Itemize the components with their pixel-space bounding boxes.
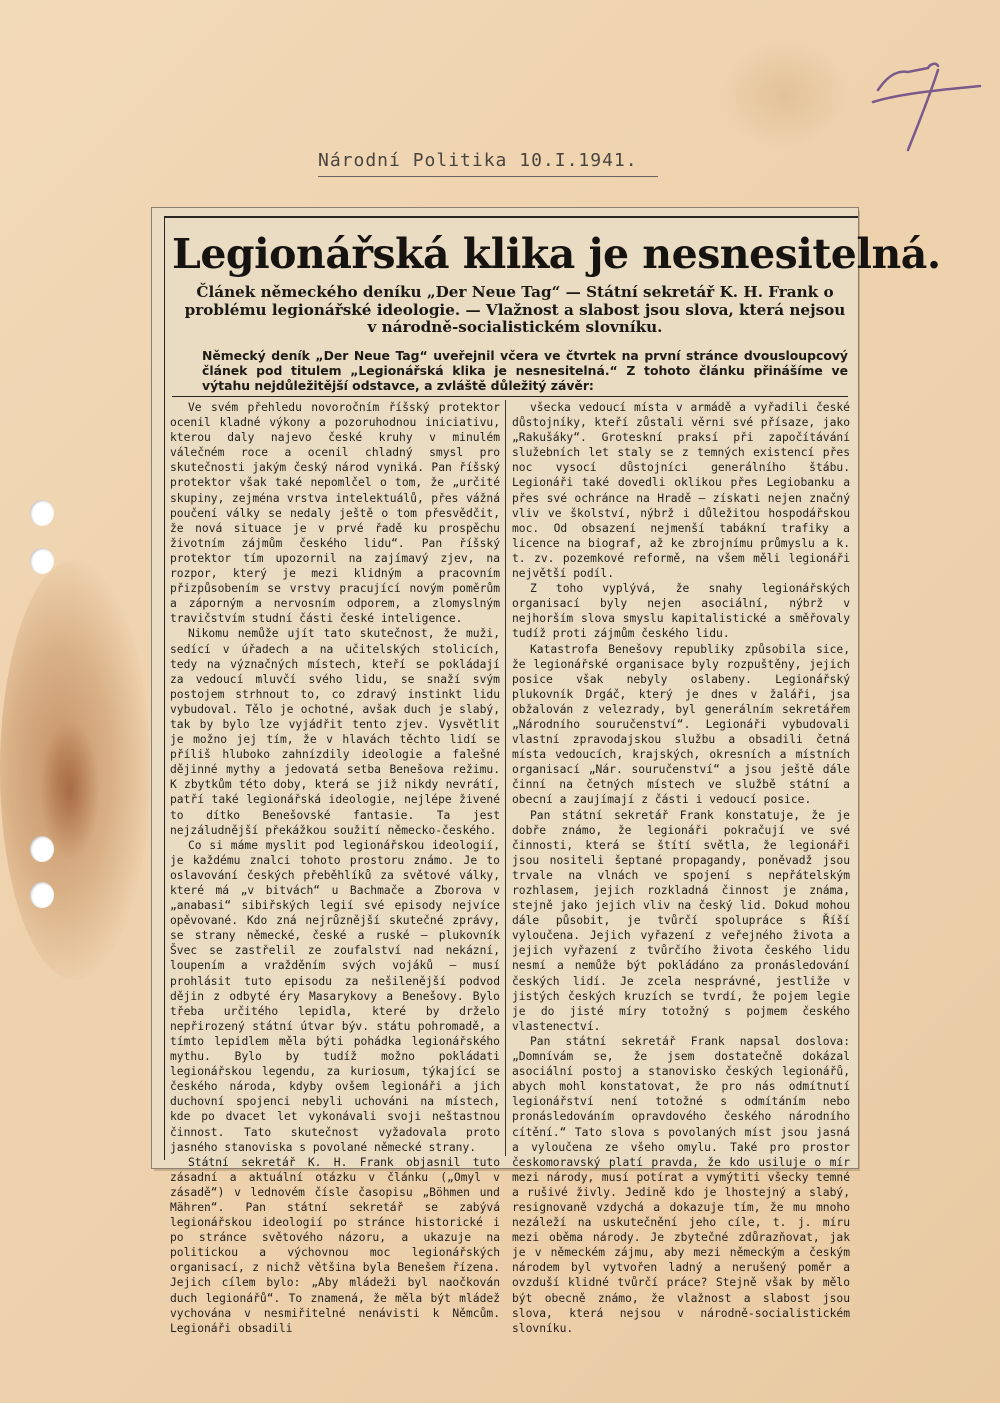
article-lead: Německý deník „Der Neue Tag“ uveřejnil včera ve čtvrtek na první stránce dvousloupcový článek pod titulem „Legionářská klika je nesnesitelná.“ Z tohoto článku přinášíme ve výtahu nejdůležitější odstavce, a zvláště důležitý závěr:	[202, 348, 848, 393]
paragraph: Ve svém přehledu novoročním říšský protektor ocenil kladné výkony a pozoruhodnou iniciativu, kterou daly najevo české kruhy v minulém válečném roce a ocenil chladný smysl pro skutečnosti jakým český národ vyniká. Pan říšský protektor však také nepomlčel o tom, že „určité skupiny, zejména vrstva intelektuálů, přes vážná poučení války se nedaly ještě o tom přesvědčit, že nová situace je v prvé řadě ku prospěchu životním zájmům českého lidu“. Pan říšský protektor tím upozornil na zajímavý zjev, na rozpor, který je mezi klidným a pracovním přizpůsobením se vrstvy pracující novým poměrům a záporným a nervosním odporem, a zlomyslným travičstvím studní části české inteligence.	[170, 401, 500, 626]
source-note-text: Národní Politika 10.I.1941.	[318, 150, 638, 171]
hole-punch-icon	[30, 548, 54, 574]
water-stain-icon	[720, 40, 850, 150]
clipping-left-rule	[164, 216, 165, 1160]
column-divider	[505, 400, 506, 1156]
paragraph: Z toho vyplývá, že snahy legionářských organisací byly nejen asociální, nýbrž v nejhorším slova smyslu kapitalistické a směřovaly tudíž proti zájmům českého lidu.	[512, 582, 850, 641]
handwritten-page-number	[868, 50, 988, 160]
paragraph: Pan státní sekretář Frank konstatuje, že je dobře známo, že legionáři pokračují ve své činnosti, která se štítí světla, že legionáři jsou nositeli šeptané propagandy, poněvadž jsou trvale na vlnách ve spojení s nepřátelským rozhlasem, jejich rozkladná činnost je známa, stejně jako jejich vliv na český lid. Dokud mohou dále působit, je tvůrčí spolupráce s Říší vyloučena. Jejich vyřazení z veřejného života a jejich vyřazení z tvůrčího života českého lidu nesmí a nemůže být pokládáno za pronásledování českých lidí. Je zcela nesprávné, jestliže v jistých českých kruzích se tvrdí, že pojem legie je do jisté míry totožný s pojmem českého vlastenectví.	[512, 808, 850, 1033]
article-subheadline: Článek německého deníku „Der Neue Tag“ — Státní sekretář K. H. Frank o problému legionářské ideologie. — Vlažnost a slabost jsou slova, která nejsou v národně-socialistickém slovníku.	[184, 283, 846, 336]
source-note	[318, 150, 658, 171]
paragraph: Nikomu nemůže ujít tato skutečnost, že muži, sedící v úřadech a na učitelských stolicích, tedy na význačných místech, kteří se pokládají za vedoucí mluvčí svého lidu, se snaží svým postojem strhnout to, co zdravý instinkt lidu vybudoval. Tělo je ochotné, avšak duch je slabý, tak by bylo lze vyjádřit tento zjev. Vysvětlit je možno jej tím, že v hlavách těchto lidí se příliš hluboko zahnízdily ideologie a falešné dějinné mythy a jedovatá setba Benešova režimu. K zbytkům této doby, která se již nikdy nevrátí, patří také legionářská ideologie, nejlépe živené to dítko Benešovské fantasie. Ta jest nejzáludnější překážkou soužití německo-českého.	[170, 627, 500, 837]
article-column-left	[170, 400, 500, 1336]
newspaper-clipping	[152, 208, 941, 1335]
article-column-right	[512, 400, 850, 1336]
hole-punch-icon	[30, 882, 54, 908]
hole-punch-icon	[30, 500, 54, 526]
article-headline: Legionářská klika je nesnesitelná.	[172, 230, 941, 278]
paragraph: Katastrofa Benešovy republiky způsobila sice, že legionářské organisace byly rozpuštěny, jejich posice však nebyly oslabeny. Legionářský plukovník Drgáč, který je dnes v žaláři, jsa obžalován z velezrady, byl generálním sekretářem „Národního souručenství“. Legionáři vybudovali vlastní zpravodajskou službu a obsadili četná místa vedoucích, krajských, okresních a místních organisací „Nár. souručenství“ a jsou ještě dále činní na četných místech ve službě státní a obecní a zaujímají z části i vedoucí posice.	[512, 642, 850, 807]
paragraph: Pan státní sekretář Frank napsal doslova: „Domnívám se, že jsem dostatečně dokázal asociální postoj a stanovisko českých legionářů, abych mohl konstatovat, že pro nás odmítnutí legionářství není totožné s odmítáním nebo pronásledováním opravdového českého národního cítění.“ Tato slova s povolaných míst jsou jasná a vyloučena ze všeho omylu. Také pro prostor českomoravský platí pravda, že kdo usiluje o mír mezi národy, musí potírat a vymýtiti všecky temné a rušivé živly. Jedině kdo je lhostejný a slabý, resignovaně vzdychá a dokazuje tím, že mu mnoho nezáleží na uskutečnění jeho cíle, t. j. míru mezi oběma národy. Je zbytečné zdůrazňovat, jak je v německém zájmu, aby mezi německým a českým národem byl vytvořen ladný a nerušený poměr a ovzduší klidné tvůrčí práce? Stejně však by mělo být obecně známo, že vlažnost a slabost jsou slova, která nejsou v národně-socialistickém slovníku.	[512, 1034, 850, 1335]
lead-rule	[172, 396, 848, 397]
paragraph: všecka vedoucí místa v armádě a vyřadili české důstojníky, kteří zůstali věrni své přísaze, jako „Rakušáky“. Groteskní praksí při započítávání služebních let staly se z temných existencí přes noc vysocí důstojníci generálního štábu. Legionáři také dovedli oklikou přes Legiobanku a přes své ochránce na Hradě — získati nejen značný vliv ve školství, nýbrž i důležitou hospodářskou moc. Od obsazení nejmenší tabákní trafiky a licence na biograf, až ke zbrojnímu průmyslu a k. t. zv. pozemkové reformě, na všem měli legionáři největší podíl.	[512, 401, 850, 581]
paragraph: Co si máme myslit pod legionářskou ideologií, je každému znalci tohoto prostoru známo. Je to oslavování českých přeběhlíků za světové války, které má „v bitvách“ u Bachmače a Zborova v „anabasi“ sibiřských legií své episody nejvíce opěvované. Kdo zná nejrůznější skutečné zprávy, se strany německé, české a ruské — plukovník Švec se zastřelil ze zoufalství nad nekázní, loupením a vražděním svých vojáků — musí prohlásit tuto episodu za nešilenější podvod dějin z odbyté éry Masarykovy a Benešovy. Bylo třeba určitého lepidla, které by drželo nepřirozený státní útvar býv. státu pohromadě, a tímto lepidlem měla býti pohádka legionářského mythu. Bylo by tudíž možno pokládati legionářskou legendu, za kuriosum, týkající se českého národa, kdyby ovšem legionáři a jich duchovní spojenci nebyli uchováni na místech, kde po dvacet let vykonávali svoji neštastnou činnost. Tato skutečnost vyžadovala proto jasného stanoviska s povolané německé strany.	[170, 838, 500, 1154]
water-stain-icon	[0, 560, 150, 980]
source-note-underline	[318, 176, 658, 177]
paragraph: Státní sekretář K. H. Frank objasnil tuto zásadní a aktuální otázku v článku („Omyl v zásadě“) v lednovém čísle časopisu „Böhmen und Mähren“. Pan státní sekretář se zabývá legionářskou ideologií po stránce historické i po stránce světového názoru, a ukazuje na politickou a výchovnou moc legionářských organisací, z nichž většina byla Benešem řízena. Jejich cílem bylo: „Aby mládeži byl naočkován duch legionářů“. To znamená, že měla být mládež vychována v nesmiřitelné nenávisti k Němcům. Legionáři obsadili	[170, 1155, 500, 1335]
clipping-top-rule	[164, 216, 858, 218]
hole-punch-icon	[30, 836, 54, 862]
